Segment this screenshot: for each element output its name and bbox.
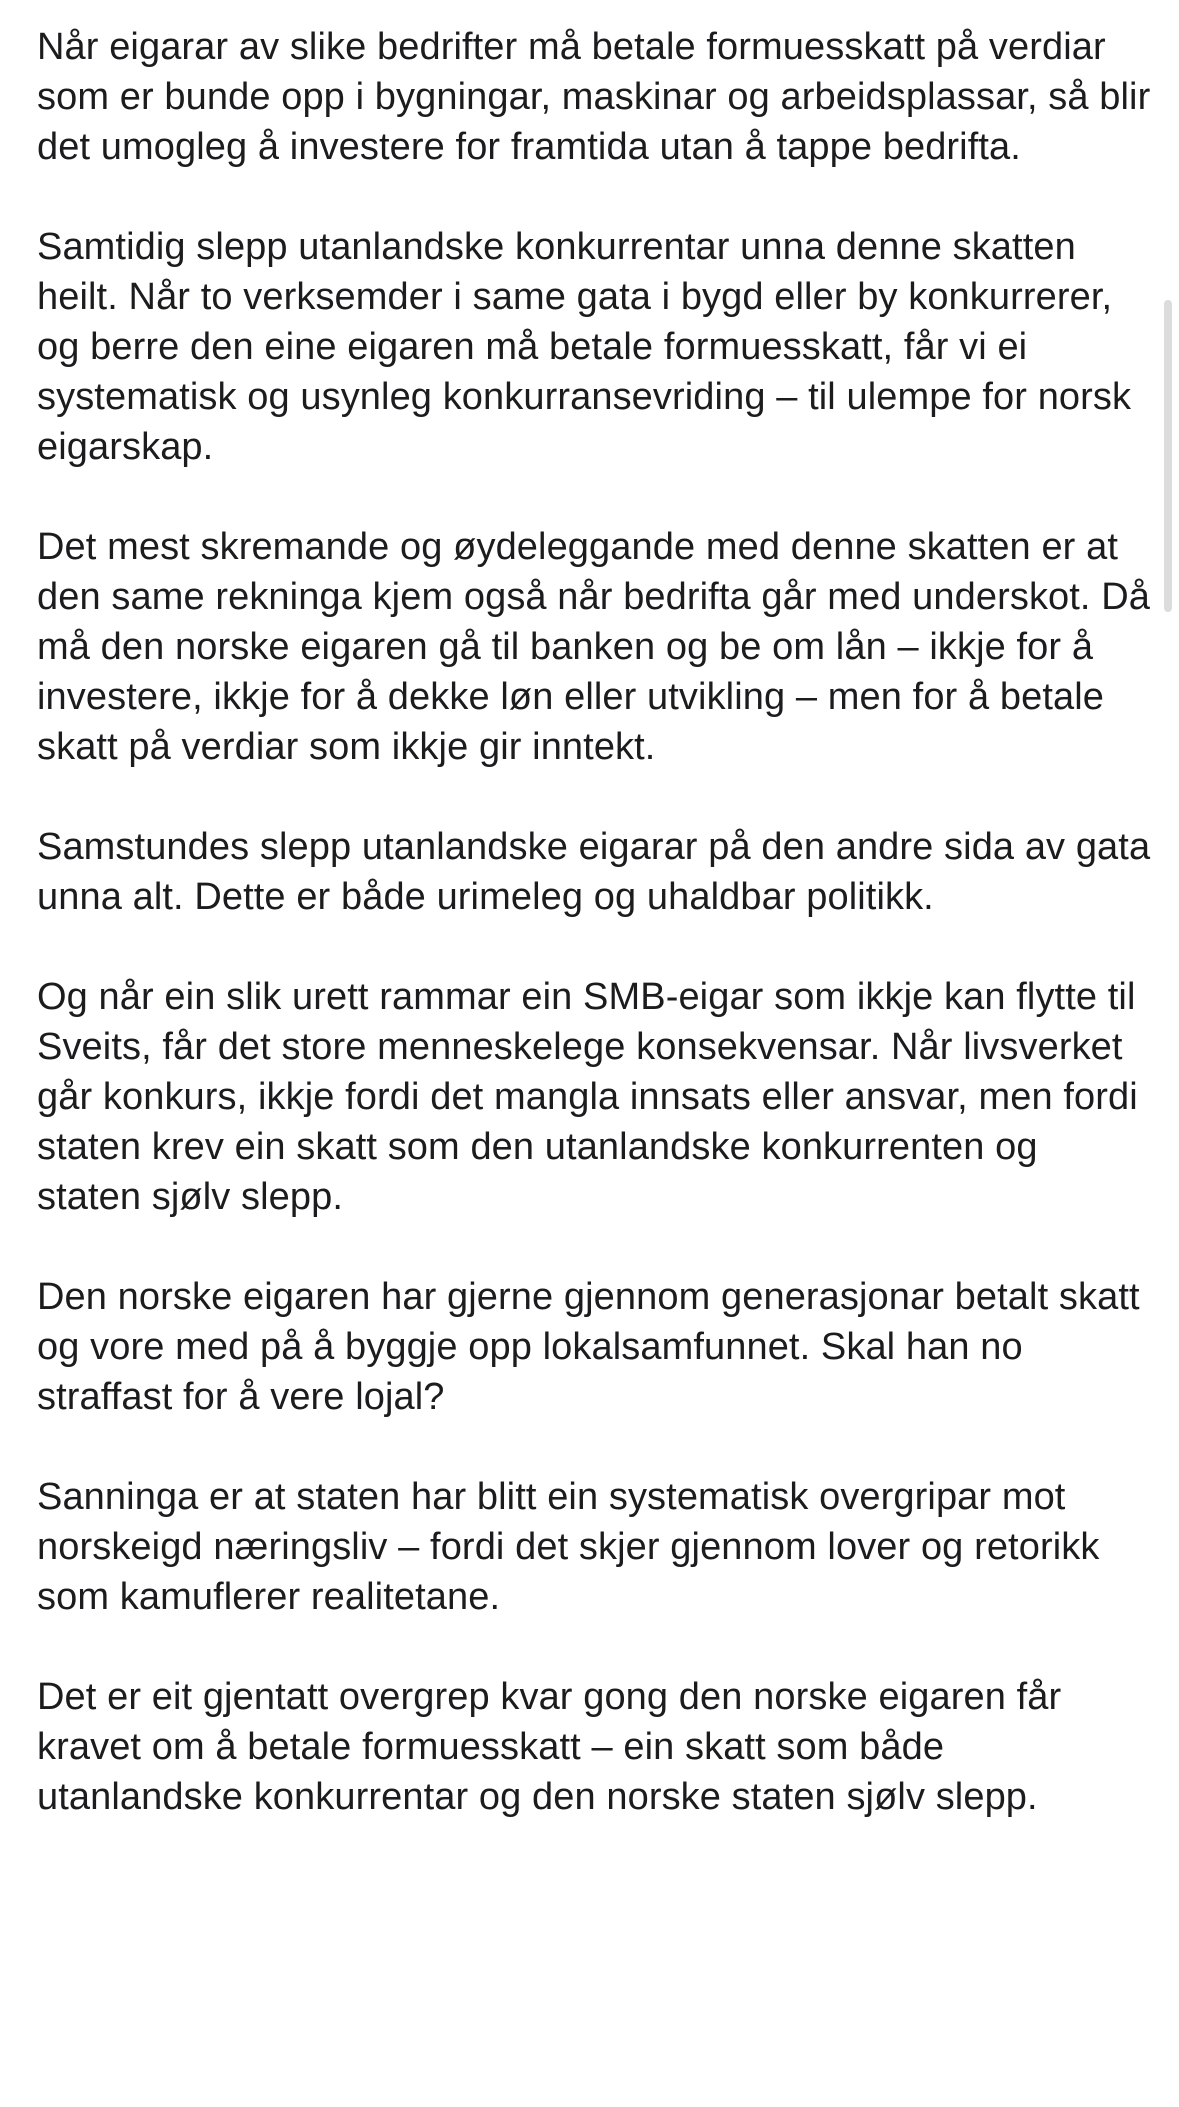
scrollbar[interactable] <box>1164 300 1172 612</box>
paragraph-8: Det er eit gjentatt overgrep kvar gong den norske eigaren får kravet om å betale formuesskatt – ein skatt som både utanlandske konkurrentar og den norske staten sjølv slepp. <box>37 1676 1062 1818</box>
paragraph-4: Samstundes slepp utanlandske eigarar på den andre sida av gata unna alt. Dette er både urimeleg og uhaldbar politikk. <box>37 826 1151 918</box>
paragraph-1: Når eigarar av slike bedrifter må betale formuesskatt på verdiar som er bunde opp i bygningar, maskinar og arbeidsplassar, så blir det umogleg å investere for framtida utan å tappe bedrifta. <box>37 26 1151 168</box>
paragraph-6: Den norske eigaren har gjerne gjennom generasjonar betalt skatt og vore med på å byggje opp lokalsamfunnet. Skal han no straffast for å vere lojal? <box>37 1276 1140 1418</box>
article-body <box>37 22 1152 1822</box>
paragraph-7: Sanninga er at staten har blitt ein systematisk overgripar mot norskeigd næringsliv – fordi det skjer gjennom lover og retorikk som kamuflerer realitetane. <box>37 1476 1100 1618</box>
paragraph-3: Det mest skremande og øydeleggande med denne skatten er at den same rekninga kjem også når bedrifta går med underskot. Då må den norske eigaren gå til banken og be om lån – ikkje for å investere, ikkje for å dekke løn eller utvikling – men for å betale skatt på verdiar som ikkje gir inntekt. <box>37 526 1151 768</box>
paragraph-2: Samtidig slepp utanlandske konkurrentar unna denne skatten heilt. Når to verksemder i same gata i bygd eller by konkurrerer, og berre den eine eigaren må betale formuesskatt, får vi ei systematisk og usynleg konkurransevriding – til ulempe for norsk eigarskap. <box>37 226 1132 468</box>
paragraph-5: Og når ein slik urett rammar ein SMB-eigar som ikkje kan flytte til Sveits, får det store menneskelege konsekvensar. Når livsverket går konkurs, ikkje fordi det mangla innsats eller ansvar, men fordi staten krev ein skatt som den utanlandske konkurrenten og staten sjølv slepp. <box>37 976 1138 1218</box>
